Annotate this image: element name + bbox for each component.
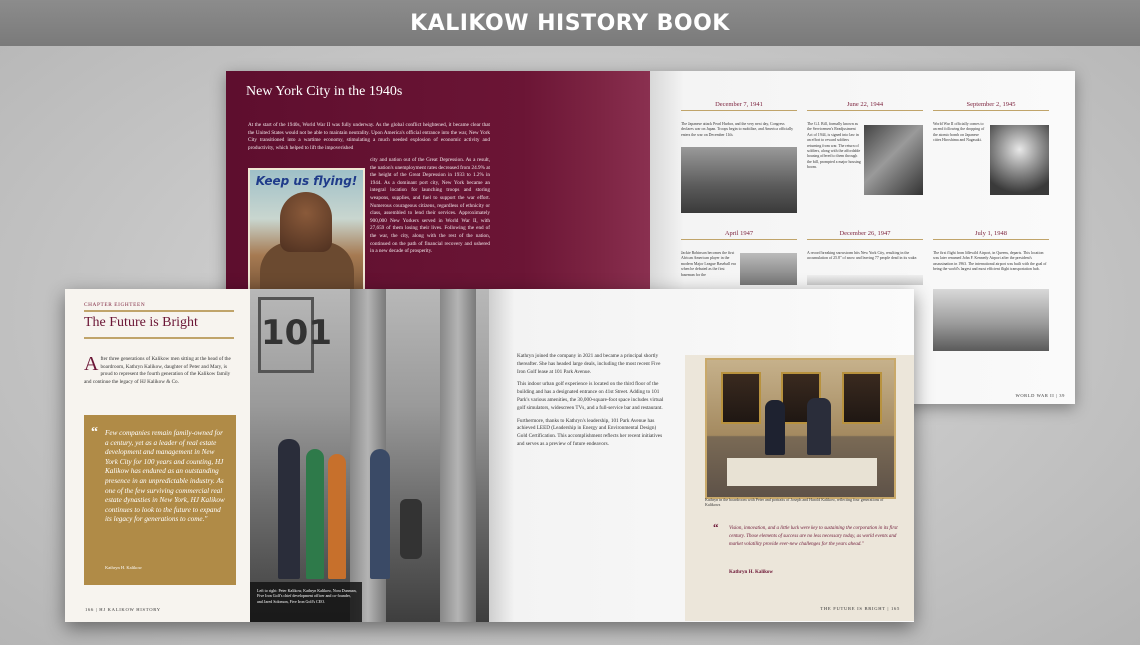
pull-quote-text: Few companies remain family-owned for a century, yet as a leader of real estate development and management in New York City for 100 years and counting, HJ Kalikow has endured as an outstanding presence in an unpredictable industry. As one of the few surviving commercial real estate dynasties in New York, HJ Kalikow continues to look to the future to expand its legacy for generations to come.": [105, 429, 225, 524]
timeline-text: The Japanese attack Pearl Harbor, and the very next day, Congress declares war on Japan. Troops begin to mobilize, and America officially enters the war on December 11th.: [681, 122, 794, 137]
right-quote-attribution: Kathryn H. Kalikow: [729, 570, 774, 575]
golf-bag: [400, 499, 422, 559]
jackie-robinson-photo: [740, 253, 797, 285]
boardroom-caption: Kathryn in the boardroom with Peter and portraits of Joseph and Harold Kalikow, reflecting four generations of Kalikows: [705, 497, 884, 508]
chapter-rule-bottom: [84, 337, 234, 339]
chapter-rule-top: [84, 310, 234, 312]
front-right-footer: THE FUTURE IS BRIGHT | 165: [820, 606, 900, 611]
person-kathryn-boardroom: [765, 400, 785, 455]
back-page-title: New York City in the 1940s: [246, 84, 403, 99]
quote-mark-icon: “: [91, 425, 98, 440]
intro-text: fter three generations of Kalikow men sitting at the head of the boardroom, Kathryn Kalikow, daughter of Peter and Mary, is proud to represent the fourth generation of the Kalikow family and continue the legacy of HJ Kalikow & Co.: [84, 356, 231, 386]
header-banner: [0, 0, 1140, 46]
timeline-date: June 22, 1944: [807, 101, 923, 111]
timeline-text: The first flight from Idlewild Airport, in Queens, departs. This location was later renamed John F. Kennedy Airport after the president's assassination in 1963. The international airport was built with the goal of being the world's largest and most efficient flight transportation hub.: [933, 251, 1047, 272]
timeline-text: The G.I. Bill, formally known as the Servicemen's Readjustment Act of 1944, is signed into law in an effort to reward soldiers returning from war. The return of soldiers, along with the affordable housing offered to them through the bill, prompted a major housing boom.: [807, 122, 861, 170]
banner-title: KALIKOW HISTORY BOOK: [410, 10, 730, 36]
poster-pilot-head: [280, 192, 332, 252]
timeline-date: September 2, 1945: [933, 101, 1049, 111]
back-page-footer: WORLD WAR II | 39: [1015, 393, 1065, 398]
timeline-text: Jackie Robinson becomes the first African American player in the modern Major League Baseball era when he debuted as the first baseman for the: [681, 251, 736, 277]
chapter-title: The Future is Bright: [84, 315, 198, 330]
paragraph: Kathryn joined the company in 2021 and became a principal shortly thereafter. She has headed large deals, including the most recent Five Iron Golf lease at 101 Park Avenue.: [517, 353, 661, 375]
person-peter-boardroom: [807, 398, 831, 455]
back-body-b: city and nation out of the Great Depression. As a result, the nation's unemployment rates decreased from 24.9% at the height of the Great Depression in 1933 to 1.2% in 1944. As a dominant port city, New York became an integral location for launching troops and storing weapons, supplies, and fuel to support the war effort. Numerous courageous citizens, regardless of ethnicity or class, assembled to lend their services. Approximately 900,000 New Yorkers served in World War II, with 27,659 of them losing their lives. Following the end of the war, the city, along with the rest of the nation, continued on the path of financial recovery and ushered in a new decade of prosperity.: [370, 157, 490, 255]
person-peter: [278, 439, 300, 579]
poster-text: Keep us flying!: [255, 174, 358, 188]
timeline-text: World War II officially comes to an end following the dropping of the atomic bomb on Japanese cities Hiroshima and Nagasaki.: [933, 122, 985, 143]
timeline-date: July 1, 1948: [933, 230, 1049, 240]
photo-caption-text: Left to right: Peter Kalikow, Kathryn Kalikow, Nora Dunman, Five Iron Golf's chief development officer and co-founder, and Jared Solomon, Five Iron Golf's CEO.: [257, 588, 357, 604]
drop-cap: A: [84, 353, 99, 375]
portrait-frame: [721, 372, 761, 424]
boardroom-table-papers: [727, 458, 877, 486]
golf-group-photo: [250, 289, 489, 622]
boardroom-photo: [705, 358, 896, 499]
airport-photo: [933, 289, 1049, 351]
war-poster-image: [248, 168, 365, 294]
right-quote-text: Vision, innovation, and a little luck were key to sustaining the corporation in its first century. Those elements of success are no less necessary today, as world events and market volatility provide ever-new challenges for the years ahead.": [729, 526, 898, 547]
person-jared: [370, 449, 390, 579]
newspaper-clipping-image: [807, 275, 923, 285]
front-left-footer: 166 | HJ KALIKOW HISTORY: [85, 607, 161, 612]
back-body-a: At the start of the 1940s, World War II was fully underway. As the global conflict heightened, it became clear that the United States would not be able to maintain neutrality. Upon America's official entrance into the war, New York City transitioned into a wartime economy, stimulating a much needed explosion of economic activity and productivity, which helped to lift the impoverished: [248, 122, 490, 151]
pull-quote-attribution: Kathryn H. Kalikow: [105, 565, 142, 570]
timeline-date: December 7, 1941: [681, 101, 797, 111]
chapter-intro: [84, 353, 236, 387]
pull-quote-box: [84, 415, 236, 585]
gi-bill-photo: [864, 125, 923, 195]
pearl-harbor-photo: [681, 147, 797, 213]
timeline-text: A record breaking snowstorm hits New York City, resulting in the accumulation of 25.8" of snow and leaving 77 people dead in its wake.: [807, 251, 918, 261]
portrait-frame: [842, 372, 882, 424]
photo-column: [440, 289, 476, 622]
paragraph: This indoor urban golf experience is located on the third floor of the building and has a designated entrance on 41st Street. Adding to 101 Park's various amenities, the 30,000-square-foot space includes virtual golf simulators, widescreen TVs, and a full-service bar and restaurant.: [517, 381, 664, 411]
front-left-page: [65, 289, 489, 622]
person-nora: [328, 454, 346, 579]
person-kathryn: [306, 449, 324, 579]
chapter-label: CHAPTER EIGHTEEN: [84, 302, 146, 308]
quote-mark-icon: “: [713, 522, 719, 534]
timeline-date: December 26, 1947: [807, 230, 923, 240]
atomic-bomb-photo: [990, 125, 1049, 195]
paragraph: Furthermore, thanks to Kathryn's leadership, 101 Park Avenue has achieved LEED (Leadership in Energy and Environmental Design) Gold Certification. This accomplishment reflects her recent initiatives and serves as a preview of future endeavors.: [517, 417, 663, 447]
building-sign: 101: [258, 297, 314, 373]
right-page-body: [517, 353, 665, 454]
timeline-date: April 1947: [681, 230, 797, 240]
photo-caption-box: [250, 582, 362, 622]
